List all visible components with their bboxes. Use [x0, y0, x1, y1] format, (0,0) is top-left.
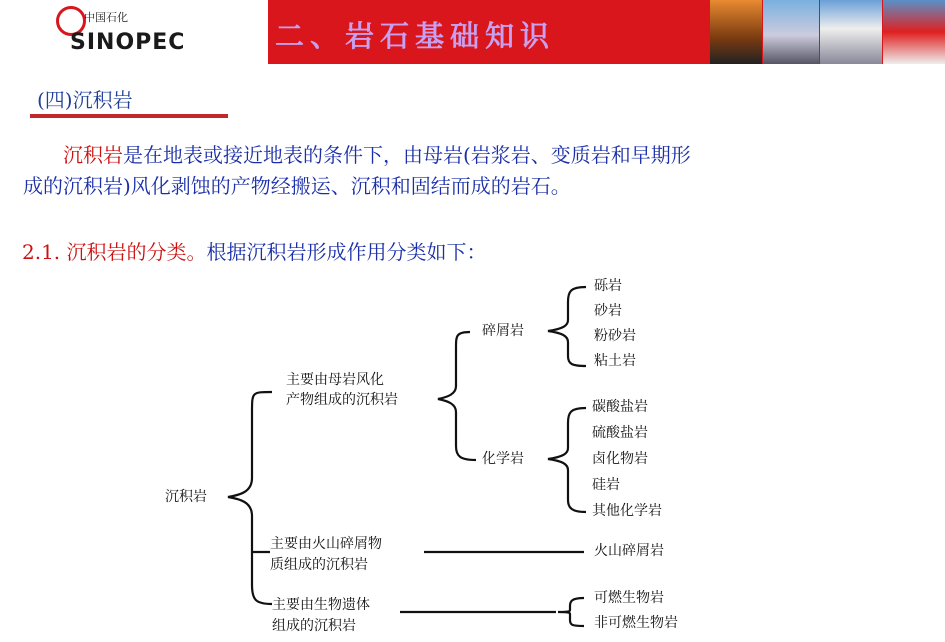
branch3-line-1: 主要由生物遗体 [272, 597, 370, 613]
clastic-brace [548, 287, 586, 366]
classification-heading-number: 2.1. 沉积岩的分类。 [22, 240, 207, 264]
clastic-item-3: 粉砂岩 [594, 328, 636, 344]
branch1-line-2: 产物组成的沉积岩 [286, 392, 398, 408]
biological-item-1: 可燃生物岩 [594, 590, 664, 606]
branch2-line-2: 质组成的沉积岩 [270, 557, 368, 573]
chemical-item-3: 卤化物岩 [592, 451, 648, 467]
logo-text: SINOPEC [70, 30, 186, 55]
classification-heading-text: 根据沉积岩形成作用分类如下： [206, 240, 487, 264]
volcanic-clastic-node: 火山碎屑岩 [594, 543, 664, 559]
paragraph-line-2: 成的沉积岩)风化剥蚀的产物经搬运、沉积和固结而成的岩石。 [23, 174, 571, 198]
chemical-item-5: 其他化学岩 [592, 503, 662, 519]
logo-chinese-text: 中国石化 [84, 11, 128, 24]
chemical-item-1: 碳酸盐岩 [592, 399, 648, 415]
branch1-line-1: 主要由母岩风化 [286, 372, 384, 388]
chemical-brace [548, 408, 586, 512]
section-title: (四)沉积岩 [37, 88, 133, 112]
chemical-item-4: 硅岩 [592, 477, 620, 493]
branch2-line-1: 主要由火山碎屑物 [270, 536, 382, 552]
chemical-item-2: 硫酸盐岩 [592, 425, 648, 441]
clastic-item-2: 砂岩 [594, 303, 622, 319]
root-node: 沉积岩 [165, 489, 207, 505]
branch1-brace [438, 332, 476, 460]
paragraph-lead-term: 沉积岩 [63, 143, 123, 167]
clastic-node: 碎屑岩 [482, 323, 524, 339]
biological-brace [558, 598, 584, 626]
clastic-item-4: 粘土岩 [594, 353, 636, 369]
clastic-item-1: 砾岩 [594, 278, 622, 294]
chemical-node: 化学岩 [482, 451, 524, 467]
header-title: 二、岩石基础知识 [275, 19, 556, 53]
paragraph-line-1-text: 是在地表或接近地表的条件下，由母岩(岩浆岩、变质岩和早期形 [123, 143, 691, 167]
root-brace [228, 392, 272, 604]
biological-item-2: 非可燃生物岩 [594, 615, 678, 631]
branch3-line-2: 组成的沉积岩 [272, 618, 356, 634]
